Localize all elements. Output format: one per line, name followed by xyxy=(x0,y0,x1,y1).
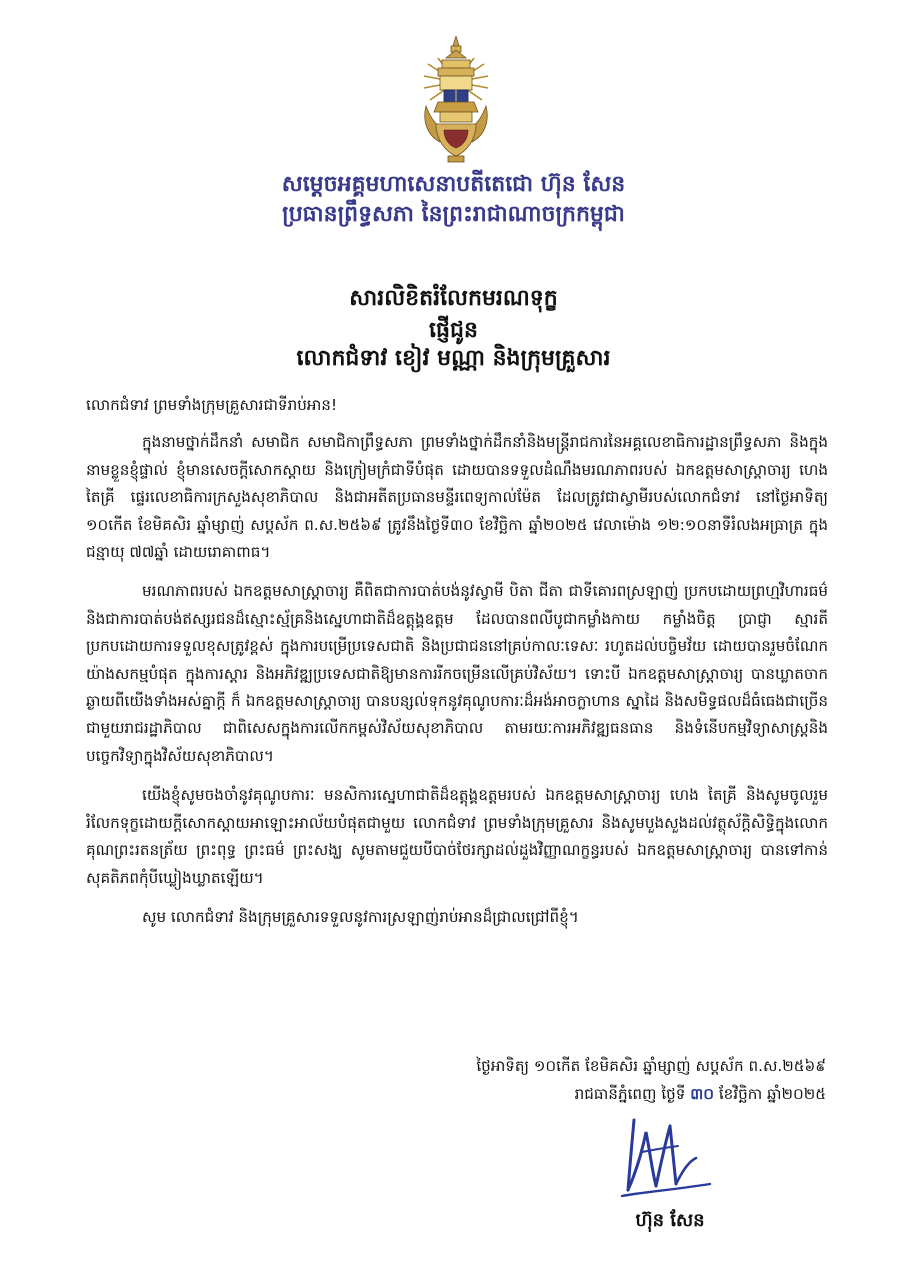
salutation: លោកជំទាវ ព្រមទាំងក្រុមគ្រួសារជាទីរាប់អាន! xyxy=(86,396,338,414)
sender-name: សម្តេចអគ្គមហាសេនាបតីតេជោ ហ៊ុន សែន xyxy=(281,172,626,197)
dateline xyxy=(380,1052,826,1108)
letter-title: សារលិខិតរំលែកមរណទុក្ខ xyxy=(349,286,558,311)
sender-title: ប្រធានព្រឹទ្ធសភា នៃព្រះរាជាណាចក្រកម្ពុជា xyxy=(282,202,625,227)
place-and-date xyxy=(380,1080,826,1108)
month-year: ខែវិច្ឆិកា ឆ្នាំ២០២៥ xyxy=(718,1085,826,1103)
day-number: ៣០ xyxy=(690,1085,714,1103)
royal-emblem-icon xyxy=(418,36,494,164)
letter-recipient: លោកជំទាវ ខៀវ មណ្ណា និងក្រុមគ្រួសារ xyxy=(296,346,611,371)
place-prefix: រាជធានីភ្នំពេញ ថ្ងៃទី xyxy=(574,1085,686,1103)
body-paragraph-4: សូម លោកជំទាវ និងក្រុមគ្រួសារទទួលនូវការស្រឡាញ់រាប់អានដ៏ជ្រាលជ្រៅពីខ្ញុំ។ xyxy=(142,907,579,926)
letter-body xyxy=(86,392,828,943)
body-paragraph-1: ក្នុងនាមថ្នាក់ដឹកនាំ សមាជិក សមាជិកាព្រឹទ្ធសភា ព្រមទាំងថ្នាក់ដឹកនាំនិងមន្ត្រីរាជការនៃអគ្គលេខាធិការដ្ឋានព្រឹទ្ធសភា និងក្នុងនាមខ្លួនខ្ញុំផ្ទាល់ ខ្ញុំមានសេចក្តីសោកស្តាយ និងក្រៀមក្រំជាទីបំផុត ដោយបានទទួលដំណឹងមរណភាពរបស់ ឯកឧត្តមសាស្ត្រាចារ្យ ហេង តៃគ្រី ផ្ទេរលេខាធិការក្រសួងសុខាភិបាល និងជាអតីតប្រធានមន្ទីរពេទ្យកាល់ម៉ែត ដែលត្រូវជាស្វាមីរបស់លោកជំទាវ នៅថ្ងៃអាទិត្យ ១០កើត ខែមិគសិរ ឆ្នាំម្សាញ់ សប្តស័ក ព.ស.២៥៦៩ ត្រូវនឹងថ្ងៃទី៣០ ខែវិច្ឆិកា ឆ្នាំ២០២៥ វេលាម៉ោង ១២:១០នាទីរំលងអធ្រាត្រ ក្នុងជន្មាយុ ៧៧ឆ្នាំ ដោយរោគាពាធ។ xyxy=(86,433,828,562)
body-paragraph-2: មរណភាពរបស់ ឯកឧត្តមសាស្ត្រាចារ្យ គឺពិតជាការបាត់បង់នូវស្វាមី បិតា ជីតា ជាទីគោរពស្រឡាញ់ ប្រកបដោយព្រហ្មវិហារធម៌ និងជាការបាត់បង់ឥស្សរជនដ៏ស្មោះស្ម័គ្រនិងស្នេហាជាតិដ៏ឧត្តុង្គឧត្តម ដែលបានពលីបូជាកម្លាំងកាយ កម្លាំងចិត្ត ប្រាជ្ញា ស្មារតី ប្រកបដោយការទទួលខុសត្រូវខ្ពស់ ក្នុងការបម្រើប្រទេសជាតិ និងប្រជាជននៅគ្រប់កាលៈទេសៈ រហូតដល់បច្ចិមវ័យ ដោយបានរួមចំណែកយ៉ាងសកម្មបំផុត ក្នុងការស្តារ និងអភិវឌ្ឍប្រទេសជាតិឱ្យមានការរីកចម្រើនលើគ្រប់វិស័យ។ ទោះបី ឯកឧត្តមសាស្ត្រាចារ្យ បានឃ្លាតចាកឆ្ងាយពីយើងទាំងអស់គ្នាក្តី ក៏ ឯកឧត្តមសាស្ត្រាចារ្យ បានបន្សល់ទុកនូវគុណូបការៈដ៏អង់អាចក្លាហាន ស្នាដៃ និងសមិទ្ធផលដ៏ធំធេងជាច្រើន ជាមួយរាជរដ្ឋាភិបាល ជាពិសេសក្នុងការលើកកម្ពស់វិស័យសុខាភិបាល តាមរយៈការអភិវឌ្ឍធនធាន និងទំនើបកម្មវិទ្យាសាស្ត្រនិងបច្ចេកវិទ្យាក្នុងវិស័យសុខាភិបាល។ xyxy=(86,582,828,765)
lunar-date: ថ្ងៃអាទិត្យ ១០កើត ខែមិគសិរ ឆ្នាំម្សាញ់ សប្តស័ក ព.ស.២៥៦៩ xyxy=(476,1057,826,1075)
signer-name: ហ៊ុន សែន xyxy=(635,1210,705,1231)
handwritten-signature-icon xyxy=(612,1112,722,1202)
letter-addressed-to-label: ផ្ញើជូន xyxy=(429,318,478,343)
body-paragraph-3: យើងខ្ញុំសូមចងចាំនូវគុណូបការៈ មនសិការស្នេហាជាតិដ៏ឧត្តុង្គឧត្តមរបស់ ឯកឧត្តមសាស្ត្រាចារ្យ ហេង តៃគ្រី និងសូមចូលរួមរំលែកទុក្ខដោយក្តីសោកស្តាយអាឡោះអាល័យបំផុតជាមួយ លោកជំទាវ ព្រមទាំងក្រុមគ្រួសារ និងសូមបួងសួងដល់វត្ថុស័ក្តិសិទ្ធិក្នុងលោក គុណព្រះរតនត្រ័យ ព្រះពុទ្ធ ព្រះធម៌ ព្រះសង្ឃ សូមតាមជួយបីបាច់ថែរក្សាដល់ដួងវិញ្ញាណក្ខន្ធរបស់ ឯកឧត្តមសាស្ត្រាចារ្យ បានទៅកាន់សុគតិភពកុំបីឃ្លៀងឃ្លាតឡើយ។ xyxy=(86,786,828,887)
